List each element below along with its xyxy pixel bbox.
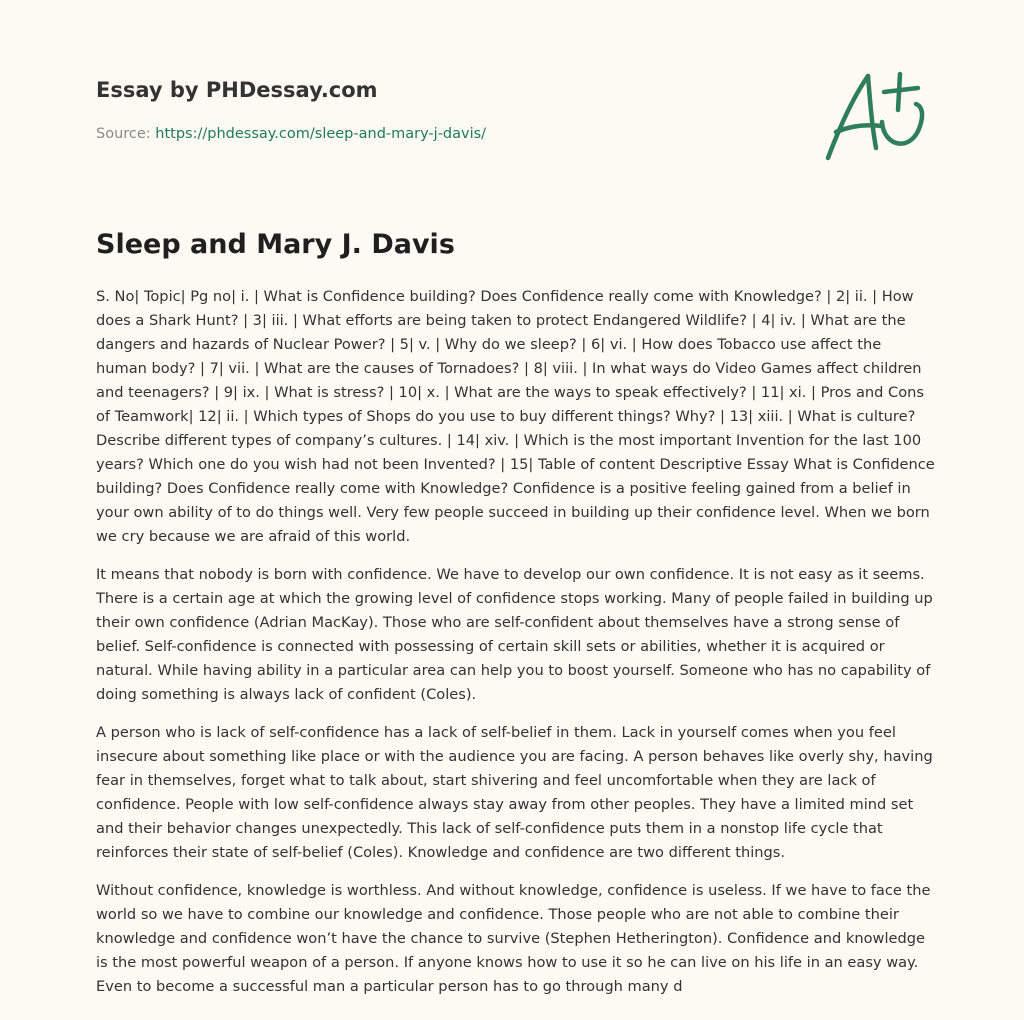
essay-paragraph: A person who is lack of self-confidence has a lack of self-belief in them. Lack in yourself comes when you feel insecure about something like place or with the audience you are facing. A person behaves like overly shy, having fear in themselves, forget what to talk about, start shivering and feel uncomfortable when they are lack of confidence. People with low self-confidence always stay away from other peoples. They have a limited mind set and their behavior changes unexpectedly. This lack of self-confidence puts them in a nonstop life cycle that reinforces their state of self-belief (Coles). Knowledge and confidence are two different things.: [96, 724, 933, 861]
essay-paragraph: It means that nobody is born with confidence. We have to develop our own confidence. It is not easy as it seems. There is a certain age at which the growing level of confidence stops working. Many of people failed in building up their own confidence (Adrian MacKay). Those who are self-confident about themselves have a strong sense of belief. Self-confidence is connected with possessing of certain skill sets or abilities, whether it is acquired or natural. While having ability in a particular area can help you to boost yourself. Someone who has no capability of doing something is always lack of confident (Coles).: [96, 566, 933, 703]
site-brand: Essay by PHDessay.com: [96, 78, 378, 102]
a-plus-grade-icon: [820, 66, 932, 166]
source-link[interactable]: https://phdessay.com/sleep-and-mary-j-davis/: [155, 126, 487, 142]
essay-paragraph: Without confidence, knowledge is worthless. And without knowledge, confidence is useless. If we have to face the world so we have to combine our knowledge and confidence. Those people who are not able to combine their knowledge and confidence won’t have the chance to survive (Stephen Hetherington). Confidence and knowledge is the most powerful weapon of a person. If anyone knows how to use it so he can live on his life in an easy way. Even to become a successful man a particular person has to go through many d: [96, 882, 931, 995]
essay-title: Sleep and Mary J. Davis: [96, 229, 455, 260]
page-header: [96, 76, 796, 144]
essay-paragraph: S. No| Topic| Pg no| i. | What is Confidence building? Does Confidence really come with Knowledge? | 2| ii. | How does a Shark Hunt? | 3| iii. | What efforts are being taken to protect Endangered Wildlife? | 4| iv. | What are the dangers and hazards of Nuclear Power? | 5| v. | Why do we sleep? | 6| vi. | How does Tobacco use affect the human body? | 7| vii. | What are the causes of Tornadoes? | 8| viii. | In what ways do Video Games affect children and teenagers? | 9| ix. | What is stress? | 10| x. | What are the ways to speak effectively? | 11| xi. | Pros and Cons of Teamwork| 12| ii. | Which types of Shops do you use to buy different things? Why? | 13| xiii. | What is culture? Describe different types of company’s cultures. | 14| xiv. | Which is the most important Invention for the last 100 years? Which one do you wish had not been Invented? | 15| Table of content Descriptive Essay What is Confidence building? Does Confidence really come with Knowledge? Confidence is a positive feeling gained from a belief in your own ability of to do things well. Very few people succeed in building up their confidence level. When we born we cry because we are afraid of this world.: [96, 288, 935, 545]
source-label: Source:: [96, 126, 156, 142]
source-line: [96, 124, 796, 144]
essay-body: [96, 285, 936, 1013]
